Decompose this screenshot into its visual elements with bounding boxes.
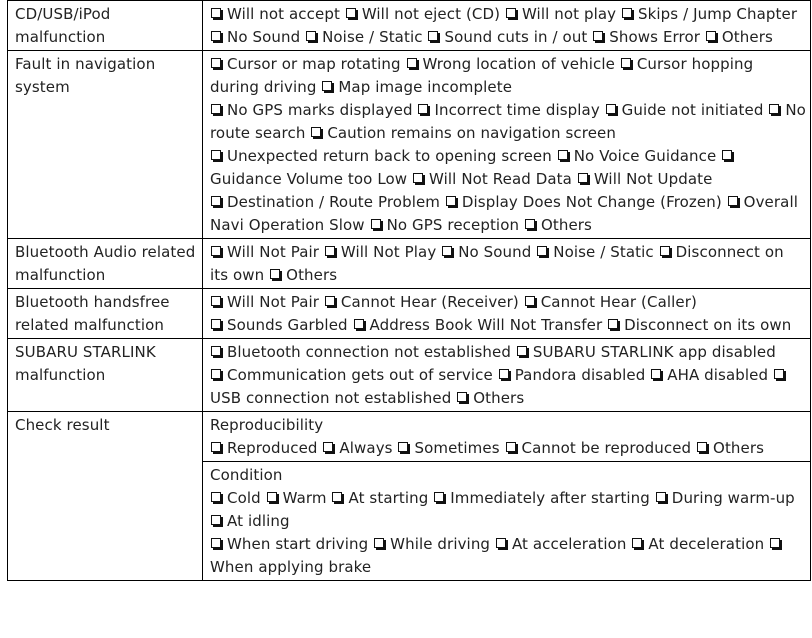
checkbox-icon[interactable] — [211, 346, 221, 356]
category-label-cell — [8, 239, 203, 289]
checkbox-option-at-starting[interactable] — [331, 489, 428, 507]
checkbox-label: At starting — [348, 489, 429, 507]
checkbox-label: Will not play — [521, 5, 617, 23]
checkbox-option-immediately-after-starting[interactable] — [433, 489, 650, 507]
checkbox-option-others[interactable] — [705, 28, 773, 46]
checkbox-option-wrong-location-of-vehicle[interactable] — [406, 55, 615, 73]
checkbox-icon[interactable] — [211, 196, 221, 206]
checkbox-icon[interactable] — [211, 515, 221, 525]
checkbox-icon[interactable] — [211, 58, 221, 68]
checkbox-option-at-idling[interactable] — [210, 512, 290, 530]
checkbox-option-no-gps-marks-displayed[interactable] — [210, 101, 413, 119]
checkbox-option-will-not-pair[interactable] — [210, 293, 319, 311]
checkbox-label: Reproduced — [227, 439, 318, 457]
category-label-cell — [8, 1, 203, 51]
checkbox-icon[interactable] — [325, 296, 335, 306]
category-label: Check result — [15, 416, 110, 434]
options-cell — [203, 339, 811, 412]
checkbox-icon[interactable] — [267, 492, 277, 502]
checkbox-label: Wrong location of vehicle — [422, 55, 615, 73]
checkbox-label: No GPS reception — [386, 216, 520, 234]
section-heading: Reproducibility — [210, 416, 324, 434]
checkbox-label: Disconnect on its own — [624, 316, 792, 334]
checkbox-icon[interactable] — [211, 492, 221, 502]
checkbox-label: Display Does Not Change (Frozen) — [461, 193, 722, 211]
checkbox-label: Pandora disabled — [514, 366, 646, 384]
checkbox-icon[interactable] — [651, 369, 661, 379]
checkbox-icon[interactable] — [211, 442, 221, 452]
checkbox-label: Cannot Hear (Caller) — [540, 293, 697, 311]
checkbox-option-no-gps-reception[interactable] — [370, 216, 520, 234]
checkbox-option-cannot-be-reproduced[interactable] — [505, 439, 692, 457]
checkbox-icon[interactable] — [325, 246, 335, 256]
category-label: CD/USB/iPod malfunction — [15, 5, 111, 46]
checkbox-icon[interactable] — [346, 8, 356, 18]
checkbox-label: Disconnect on its own — [210, 243, 784, 284]
checkbox-line — [210, 145, 806, 191]
checkbox-icon[interactable] — [697, 442, 707, 452]
checkbox-option-disconnect-on-its-own[interactable] — [607, 316, 791, 334]
checkbox-label: Others — [473, 389, 525, 407]
checkbox-line — [210, 533, 806, 579]
checkbox-label: Sometimes — [414, 439, 500, 457]
checkbox-option-cannot-hear-receiver[interactable] — [324, 293, 519, 311]
checkbox-label: When start driving — [227, 535, 369, 553]
checkbox-option-others[interactable] — [269, 266, 337, 284]
checkbox-label: Others — [713, 439, 765, 457]
checkbox-option-skips-jump-chapter[interactable] — [621, 5, 797, 23]
check-result-section-cell — [203, 462, 811, 581]
checkbox-icon[interactable] — [211, 150, 221, 160]
checkbox-label: Cold — [227, 489, 261, 507]
checkbox-icon[interactable] — [506, 442, 516, 452]
category-label: Fault in navigation system — [15, 55, 156, 96]
checkbox-option-sometimes[interactable] — [397, 439, 499, 457]
checkbox-label: At acceleration — [511, 535, 627, 553]
checkbox-label: Will Not Pair — [227, 293, 320, 311]
checkbox-option-cursor-or-map-rotating[interactable] — [210, 55, 401, 73]
checkbox-option-will-not-accept[interactable] — [210, 5, 340, 23]
checkbox-label: Will Not Update — [593, 170, 713, 188]
checkbox-label: Others — [721, 28, 773, 46]
checkbox-label: Skips / Jump Chapter — [638, 5, 798, 23]
checkbox-label: SUBARU STARLINK app disabled — [532, 343, 776, 361]
checkbox-option-will-not-pair[interactable] — [210, 243, 319, 261]
checkbox-icon[interactable] — [374, 538, 384, 548]
checkbox-label: Noise / Static — [322, 28, 423, 46]
checkbox-option-at-acceleration[interactable] — [495, 535, 627, 553]
checkbox-icon[interactable] — [608, 319, 618, 329]
checkbox-label: Warm — [282, 489, 327, 507]
checkbox-icon[interactable] — [622, 8, 632, 18]
checkbox-icon[interactable] — [722, 150, 732, 160]
checkbox-label: Destination / Route Problem — [227, 193, 441, 211]
checkbox-option-address-book-will-not-transfer[interactable] — [353, 316, 603, 334]
checkbox-icon[interactable] — [434, 492, 444, 502]
checkbox-label: Will Not Pair — [227, 243, 320, 261]
checkbox-icon[interactable] — [354, 319, 364, 329]
checkbox-label: AHA disabled — [667, 366, 769, 384]
checkbox-line — [210, 291, 806, 314]
checkbox-icon[interactable] — [322, 81, 332, 91]
checkbox-line — [210, 53, 806, 99]
checkbox-option-map-image-incomplete[interactable] — [321, 78, 512, 96]
checkbox-label: Others — [540, 216, 592, 234]
checkbox-option-always[interactable] — [322, 439, 392, 457]
category-label-cell — [8, 339, 203, 412]
checkbox-line — [210, 191, 806, 237]
checkbox-label: Sounds Garbled — [227, 316, 348, 334]
malfunction-checklist-table — [7, 0, 811, 581]
checkbox-option-warm[interactable] — [266, 489, 327, 507]
checkbox-icon[interactable] — [606, 104, 616, 114]
checkbox-icon[interactable] — [728, 196, 738, 206]
checkbox-line — [210, 487, 806, 533]
checkbox-icon[interactable] — [413, 173, 423, 183]
checkbox-icon[interactable] — [499, 369, 509, 379]
checkbox-option-while-driving[interactable] — [373, 535, 490, 553]
section-heading: Condition — [210, 466, 283, 484]
checkbox-label: During warm-up — [671, 489, 795, 507]
checkbox-icon[interactable] — [457, 392, 467, 402]
checkbox-icon[interactable] — [537, 246, 547, 256]
checkbox-icon[interactable] — [211, 104, 221, 114]
checkbox-label: Guidance Volume too Low — [210, 170, 408, 188]
checkbox-icon[interactable] — [211, 296, 221, 306]
checkbox-icon[interactable] — [323, 442, 333, 452]
checkbox-label: At deceleration — [648, 535, 765, 553]
checkbox-label: Others — [286, 266, 338, 284]
checkbox-label: No Sound — [227, 28, 301, 46]
checkbox-option-unexpected-return-back-to-opening-screen[interactable] — [210, 147, 552, 165]
checkbox-icon[interactable] — [769, 104, 779, 114]
checkbox-icon[interactable] — [517, 346, 527, 356]
checkbox-line — [210, 364, 806, 410]
checkbox-label: Map image incomplete — [338, 78, 513, 96]
checkbox-icon[interactable] — [525, 296, 535, 306]
category-row-bluetooth-handsfree-related-malfunction — [8, 289, 811, 339]
checkbox-icon[interactable] — [774, 369, 784, 379]
checkbox-label: Cursor or map rotating — [227, 55, 401, 73]
checkbox-line — [210, 437, 806, 460]
options-cell — [203, 239, 811, 289]
checkbox-label: Incorrect time display — [434, 101, 600, 119]
category-row-bluetooth-audio-related-malfunction — [8, 239, 811, 289]
checkbox-icon[interactable] — [496, 538, 506, 548]
checkbox-option-others[interactable] — [696, 439, 764, 457]
checkbox-label: Guide not initiated — [621, 101, 764, 119]
check-result-row-reproducibility — [8, 412, 811, 462]
category-row-fault-in-navigation-system — [8, 51, 811, 239]
checkbox-option-will-not-update[interactable] — [577, 170, 713, 188]
checkbox-option-no-voice-guidance[interactable] — [557, 147, 717, 165]
checkbox-label: Will not eject (CD) — [361, 5, 501, 23]
checkbox-icon[interactable] — [418, 104, 428, 114]
checkbox-icon[interactable] — [621, 58, 631, 68]
checkbox-label: USB connection not established — [210, 389, 452, 407]
checkbox-option-during-warm-up[interactable] — [655, 489, 795, 507]
checkbox-icon[interactable] — [211, 31, 221, 41]
checkbox-icon[interactable] — [428, 31, 438, 41]
checkbox-option-at-deceleration[interactable] — [631, 535, 764, 553]
checklist-body — [8, 1, 811, 581]
checkbox-icon[interactable] — [270, 269, 280, 279]
checkbox-label: Overall Navi Operation Slow — [210, 193, 798, 234]
checkbox-label: No route search — [210, 101, 806, 142]
checkbox-option-aha-disabled[interactable] — [650, 366, 768, 384]
checkbox-option-reproduced[interactable] — [210, 439, 318, 457]
checkbox-label: Sound cuts in / out — [444, 28, 588, 46]
checkbox-label: No GPS marks displayed — [227, 101, 413, 119]
checkbox-label: Cannot Hear (Receiver) — [340, 293, 519, 311]
checkbox-option-cold[interactable] — [210, 489, 261, 507]
checkbox-icon[interactable] — [446, 196, 456, 206]
checkbox-icon[interactable] — [306, 31, 316, 41]
checkbox-option-pandora-disabled[interactable] — [498, 366, 646, 384]
checkbox-label: Communication gets out of service — [227, 366, 493, 384]
checkbox-option-bluetooth-connection-not-established[interactable] — [210, 343, 511, 361]
checkbox-icon[interactable] — [442, 246, 452, 256]
checkbox-option-guide-not-initiated[interactable] — [605, 101, 764, 119]
checkbox-label: Unexpected return back to opening screen — [227, 147, 552, 165]
checkbox-label: Cannot be reproduced — [521, 439, 692, 457]
checkbox-label: Shows Error — [609, 28, 701, 46]
checkbox-option-incorrect-time-display[interactable] — [417, 101, 599, 119]
checkbox-option-noise-static[interactable] — [305, 28, 423, 46]
checkbox-icon[interactable] — [211, 369, 221, 379]
category-row-cd-usb-ipod-malfunction — [8, 1, 811, 51]
checkbox-option-will-not-read-data[interactable] — [412, 170, 572, 188]
checkbox-option-when-start-driving[interactable] — [210, 535, 368, 553]
checkbox-option-display-does-not-change-frozen[interactable] — [445, 193, 722, 211]
checkbox-option-will-not-play[interactable] — [324, 243, 436, 261]
checkbox-option-destination-route-problem[interactable] — [210, 193, 440, 211]
checkbox-option-no-sound[interactable] — [441, 243, 531, 261]
checkbox-icon[interactable] — [593, 31, 603, 41]
category-label-cell — [8, 51, 203, 239]
checkbox-icon[interactable] — [311, 127, 321, 137]
checkbox-line — [210, 99, 806, 145]
checkbox-line — [210, 341, 806, 364]
checkbox-icon[interactable] — [211, 8, 221, 18]
checkbox-label: Cursor hopping during driving — [210, 55, 754, 96]
checkbox-option-cannot-hear-caller[interactable] — [524, 293, 697, 311]
checkbox-option-sounds-garbled[interactable] — [210, 316, 348, 334]
options-cell — [203, 1, 811, 51]
checkbox-option-will-not-eject-cd[interactable] — [345, 5, 500, 23]
category-label: Bluetooth Audio related malfunction — [15, 243, 196, 284]
checkbox-icon[interactable] — [632, 538, 642, 548]
check-result-section-cell — [203, 412, 811, 462]
checkbox-line — [210, 3, 806, 26]
checkbox-label: Will Not Read Data — [429, 170, 572, 188]
checkbox-label: No Sound — [458, 243, 532, 261]
checkbox-icon[interactable] — [660, 246, 670, 256]
checkbox-label: Bluetooth connection not established — [227, 343, 511, 361]
checkbox-label: Always — [339, 439, 393, 457]
options-cell — [203, 289, 811, 339]
category-row-subaru-starlink-malfunction — [8, 339, 811, 412]
checkbox-option-shows-error[interactable] — [592, 28, 700, 46]
category-label-cell — [8, 289, 203, 339]
checkbox-option-noise-static[interactable] — [536, 243, 654, 261]
checkbox-icon[interactable] — [706, 31, 716, 41]
checkbox-label: No Voice Guidance — [573, 147, 717, 165]
checkbox-icon[interactable] — [656, 492, 666, 502]
checkbox-icon[interactable] — [211, 319, 221, 329]
checkbox-icon[interactable] — [332, 492, 342, 502]
checkbox-icon[interactable] — [407, 58, 417, 68]
checkbox-icon[interactable] — [578, 173, 588, 183]
checkbox-label: Caution remains on navigation screen — [327, 124, 616, 142]
checkbox-icon[interactable] — [506, 8, 516, 18]
checkbox-line — [210, 241, 806, 287]
category-label: Bluetooth handsfree related malfunction — [15, 293, 170, 334]
checkbox-label: While driving — [390, 535, 491, 553]
checkbox-label: At idling — [227, 512, 290, 530]
checkbox-icon[interactable] — [211, 246, 221, 256]
checkbox-icon[interactable] — [398, 442, 408, 452]
checkbox-option-subaru-starlink-app-disabled[interactable] — [516, 343, 776, 361]
checkbox-option-others[interactable] — [524, 216, 592, 234]
category-label: SUBARU STARLINK malfunction — [15, 343, 156, 384]
checkbox-option-sound-cuts-in-out[interactable] — [427, 28, 587, 46]
checkbox-icon[interactable] — [371, 219, 381, 229]
checkbox-icon[interactable] — [558, 150, 568, 160]
checkbox-label: Will Not Play — [340, 243, 437, 261]
checkbox-label: When applying brake — [210, 558, 372, 576]
category-label-cell — [8, 412, 203, 581]
checkbox-option-communication-gets-out-of-service[interactable] — [210, 366, 493, 384]
checkbox-option-will-not-play[interactable] — [505, 5, 616, 23]
checkbox-option-no-sound[interactable] — [210, 28, 300, 46]
checkbox-option-caution-remains-on-navigation-screen[interactable] — [310, 124, 616, 142]
checkbox-label: Immediately after starting — [450, 489, 650, 507]
checkbox-label: Noise / Static — [553, 243, 654, 261]
checkbox-icon[interactable] — [525, 219, 535, 229]
checkbox-line — [210, 26, 806, 49]
checkbox-option-others[interactable] — [456, 389, 524, 407]
options-cell — [203, 51, 811, 239]
checkbox-icon[interactable] — [211, 538, 221, 548]
checkbox-label: Address Book Will Not Transfer — [369, 316, 603, 334]
checkbox-line — [210, 314, 806, 337]
checkbox-label: Will not accept — [227, 5, 340, 23]
checkbox-icon[interactable] — [770, 538, 780, 548]
